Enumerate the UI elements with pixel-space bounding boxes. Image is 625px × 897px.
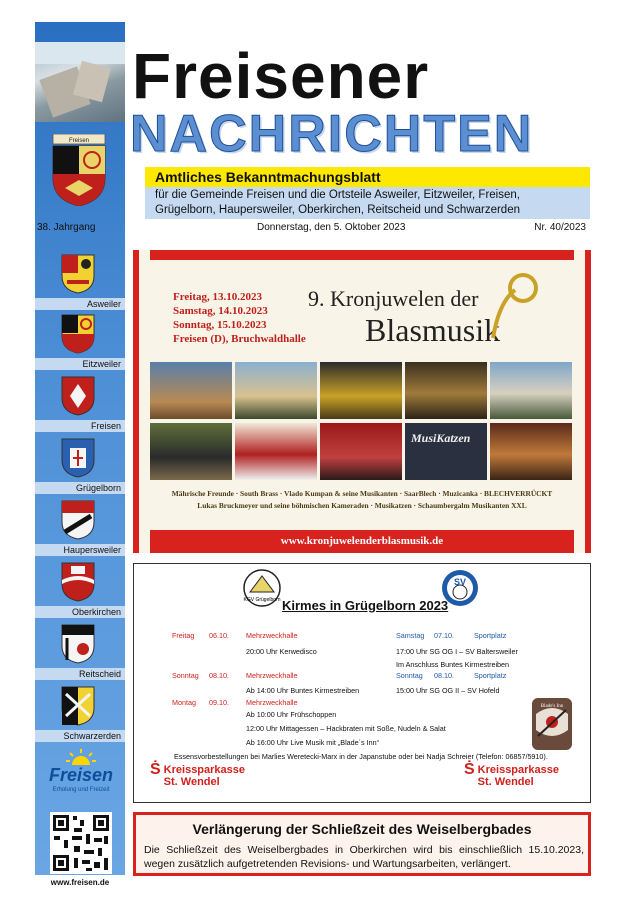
sponsor-line: Kreissparkasse bbox=[163, 764, 246, 776]
town-label: Eitzweiler bbox=[35, 358, 125, 370]
kirmes-title: Kirmes in Grügelborn 2023 bbox=[282, 598, 449, 613]
schedule-item: 20:00 Uhr Kerwedisco bbox=[246, 647, 317, 656]
kgv-club-logo bbox=[242, 568, 282, 608]
town-label: Asweiler bbox=[35, 298, 125, 310]
schedule-item: 17:00 Uhr SG OG I – SV Baltersweiler bbox=[396, 647, 518, 656]
logo-title: Freisen bbox=[48, 765, 114, 785]
sponsor-line: St. Wendel bbox=[477, 776, 534, 788]
event-date: Samstag, 14.10.2023 bbox=[173, 305, 268, 317]
musikatzen-photo bbox=[405, 423, 487, 480]
schedule-day: Sonntag bbox=[396, 671, 423, 680]
band-photo bbox=[490, 362, 572, 419]
schedule-date: 06.10. bbox=[209, 631, 229, 640]
website-url[interactable]: www.freisen.de bbox=[50, 878, 110, 887]
schedule-item: 12:00 Uhr Mittagessen – Hackbraten mit Soße, Nudeln & Salat bbox=[246, 724, 446, 733]
schedule-day: Freitag bbox=[172, 631, 195, 640]
schedule-venue: Mehrzweckhalle bbox=[246, 698, 298, 707]
asweiler-crest-icon bbox=[61, 254, 95, 294]
sponsor-line: Kreissparkasse bbox=[477, 764, 560, 776]
kirmes-box bbox=[133, 563, 591, 803]
crown-horn-icon bbox=[485, 272, 539, 342]
ad-headline-blasmusik: Blasmusik bbox=[365, 312, 501, 348]
schedule-item: Ab 10:00 Uhr Frühschoppen bbox=[246, 710, 337, 719]
band-photo bbox=[320, 362, 402, 419]
band-list-line: Mährische Freunde · South Brass · Vlado Kumpan & seine Musikanten · SaarBlech · Muzicanka · BLECHVERRÜCKT bbox=[171, 489, 553, 498]
band-list bbox=[150, 488, 574, 512]
schedule-item: Im Anschluss Buntes Kirmestreiben bbox=[396, 660, 510, 669]
crest-label: Freisen bbox=[68, 138, 90, 144]
schedule-venue: Mehrzweckhalle bbox=[246, 631, 298, 640]
schedule-venue: Mehrzweckhalle bbox=[246, 671, 298, 680]
freisen-crest-icon bbox=[61, 376, 95, 416]
town-label: Reitscheid bbox=[35, 668, 125, 680]
event-dates bbox=[173, 290, 306, 346]
town-label: Schwarzerden bbox=[35, 730, 125, 742]
sponsor-line: St. Wendel bbox=[163, 776, 220, 788]
description-line: für die Gemeinde Freisen und die Ortsteile Asweiler, Eitzweiler, Freisen, bbox=[155, 189, 520, 201]
freisen-tourism-logo bbox=[45, 747, 117, 809]
notice-heading: Verlängerung der Schließzeit des Weiselbergbades bbox=[192, 821, 532, 837]
sun-icon bbox=[65, 747, 97, 765]
qr-code[interactable] bbox=[50, 812, 112, 874]
ad-url[interactable]: www.kronjuwelenderblasmusik.de bbox=[150, 530, 574, 553]
band-photo-collage bbox=[150, 362, 574, 480]
blades-inn-band-logo bbox=[530, 696, 574, 752]
haupersweiler-crest-icon bbox=[61, 500, 95, 540]
town-label: Haupersweiler bbox=[35, 544, 125, 556]
food-preorder-note: Essensvorbestellungen bei Marlies Weretecki-Marx in der Japanstube oder bei Nadja Schreier (Telefon: 06857/5910). bbox=[174, 752, 548, 761]
town-label: Freisen bbox=[35, 420, 125, 432]
sparkasse-icon: Ṡ bbox=[464, 761, 475, 778]
issue-date: Donnerstag, den 5. Oktober 2023 bbox=[257, 222, 406, 233]
schedule-venue: Sportplatz bbox=[474, 671, 507, 680]
subtitle-banner: Amtliches Bekanntmachungsblatt bbox=[145, 167, 590, 187]
band-photo bbox=[490, 423, 572, 480]
musikatzen-label: MusiKatzen bbox=[411, 431, 471, 445]
volume: 38. Jahrgang bbox=[37, 222, 96, 233]
schedule-day: Montag bbox=[172, 698, 196, 707]
schedule-date: 09.10. bbox=[209, 698, 229, 707]
freisen-coat-of-arms bbox=[47, 134, 111, 206]
band-photo bbox=[235, 423, 317, 480]
schedule-date: 07.10. bbox=[434, 631, 454, 640]
issue-number: Nr. 40/2023 bbox=[534, 222, 586, 233]
reitscheid-crest-icon bbox=[61, 624, 95, 664]
schwarzerden-crest-icon bbox=[61, 686, 95, 726]
description-banner bbox=[145, 187, 590, 219]
ad-headline: 9. Kronjuwelen der bbox=[308, 286, 479, 311]
sidebar bbox=[35, 22, 125, 887]
weiselbergbad-notice bbox=[133, 812, 591, 876]
oberkirchen-crest-icon bbox=[61, 562, 95, 602]
event-date: Freitag, 13.10.2023 bbox=[173, 291, 263, 303]
band-photo bbox=[150, 423, 232, 480]
blades-inn-text: Blade's Inn bbox=[540, 704, 564, 709]
schedule-item: Ab 16:00 Uhr Live Musik mit „Blade´s Inn“ bbox=[246, 738, 380, 747]
issue-info-bar bbox=[35, 220, 590, 236]
band-photo bbox=[320, 423, 402, 480]
sponsor-text bbox=[478, 764, 559, 788]
masthead-title-nachrichten: NACHRICHTEN bbox=[130, 105, 534, 163]
band-list-line: Lukas Bruckmeyer und seine böhmischen Kameraden · Musikatzen · Schaumbergalm Musikanten XXL bbox=[197, 501, 527, 510]
notice-body: Die Schließzeit des Weiselbergbades in Oberkirchen wird bis einschließlich 15.10.2023, wegen zusätzlich aufgetretenden Revisions- und Wartungsarbeiten, verlängert. bbox=[144, 844, 584, 870]
fountain-photo bbox=[35, 42, 125, 122]
schedule-venue: Sportplatz bbox=[474, 631, 507, 640]
schedule-day: Sonntag bbox=[172, 671, 199, 680]
sponsor-kreissparkasse-right bbox=[464, 761, 560, 788]
masthead-title: Freisener bbox=[132, 40, 430, 112]
schedule-item: 15:00 Uhr SG OG II – SV Hofeld bbox=[396, 686, 500, 695]
event-location: Freisen (D), Bruchwaldhalle bbox=[173, 333, 306, 345]
town-label: Oberkirchen bbox=[35, 606, 125, 618]
town-label: Grügelborn bbox=[35, 482, 125, 494]
gruegelborn-crest-icon bbox=[61, 438, 95, 478]
schedule-date: 08.10. bbox=[434, 671, 454, 680]
schedule-day: Samstag bbox=[396, 631, 425, 640]
sparkasse-icon: Ṡ bbox=[150, 761, 161, 778]
kronjuwelen-ad bbox=[133, 250, 591, 553]
band-photo bbox=[235, 362, 317, 419]
sponsor-kreissparkasse-left bbox=[150, 761, 246, 788]
sv-logo-text: SV bbox=[453, 577, 467, 587]
band-photo bbox=[150, 362, 232, 419]
schedule-item: Ab 14:00 Uhr Buntes Kirmestreiben bbox=[246, 686, 360, 695]
logo-subtitle: Erholung und Freizeit bbox=[52, 787, 110, 793]
sponsor-text bbox=[164, 764, 245, 788]
description-line: Grügelborn, Haupersweiler, Oberkirchen, Reitscheid und Schwarzerden bbox=[155, 204, 520, 216]
event-date: Sonntag, 15.10.2023 bbox=[173, 319, 267, 331]
schedule-date: 08.10. bbox=[209, 671, 229, 680]
band-photo bbox=[405, 362, 487, 419]
kgv-logo-text: KGV Grügelborn bbox=[243, 597, 281, 603]
eitzweiler-crest-icon bbox=[61, 314, 95, 354]
